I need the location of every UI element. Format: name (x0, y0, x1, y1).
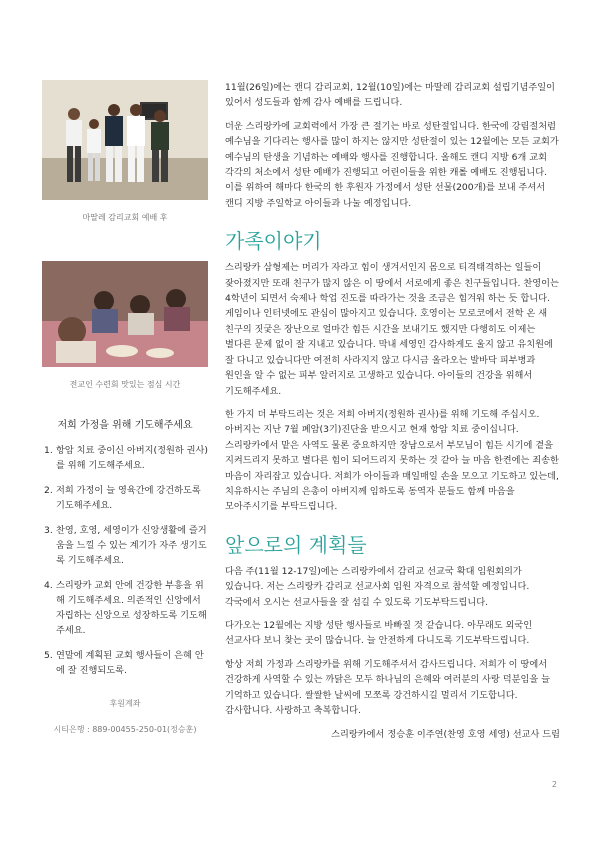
section-title-family: 가족이야기 (225, 229, 322, 254)
list-text: 스리랑카 교회 안에 건강한 부흥을 위해 기도해주세요. 의존적인 신앙에서 자립하는 신앙으로 성장하도록 기도해주세요. (56, 580, 207, 636)
photo1-caption: 마딸레 감리교회 예배 후 (82, 213, 168, 222)
list-item (42, 483, 208, 513)
list-item (42, 443, 208, 473)
list-item (42, 648, 208, 678)
list-number: 3. (44, 525, 53, 536)
section-title-plans: 앞으로의 계획들 (225, 532, 367, 557)
church-photo (42, 80, 208, 200)
intro-paragraph: 더운 스리랑카에 교회력에서 가장 큰 절기는 바로 성탄절입니다. 한국에 강림절처럼 예수님을 기다리는 행사를 많이 하지는 않지만 성탄절이 있는 12월에는 모든 교회가 예수님의 탄생을 기념하는 예배와 행사를 진행합니다. 올해도 캔디 지방 6개 교회 각각의 처소에서 성탄 예배가 진행되고 어린이들을 위한 캐롤 예배도 진행됩니다. 이를 위하여 해마다 한국의 한 후원자 가정에서 성탄 선물(200개)를 보내 주셔서 캔디 지방 주일학교 아이들과 나눌 예정입니다. (225, 120, 559, 209)
family-paragraph: 한 가지 더 부탁드리는 것은 저희 아버지(정원하 권사)를 위해 기도해 주십시오. 아버지는 지난 7월 폐암(3기)진단을 받으시고 현재 항암 치료 중이십니다. 스리랑카에서 맡은 사역도 물론 중요하지만 장남으로서 부모님이 힘든 시기에 곁을 지켜드리지 못하고 별다른 힘이 되어드리지 못하는 것 같아 늘 마음 한켠에는 죄송한 마음이 자리잡고 있습니다. 저희가 아이들과 매일매일 손을 모으고 기도하고 있는데, 치유하시는 주님의 은총이 아버지께 임하도록 동역자 분들도 함께 마음을 모아주시기를 부탁드립니다. (225, 408, 559, 513)
list-item (42, 578, 208, 638)
plans-paragraph: 항상 저희 가정과 스리랑카를 위해 기도해주셔서 감사드립니다. 저희가 이 땅에서 건강하게 사역할 수 있는 까닭은 모두 하나님의 은혜와 여러분의 사랑 덕분임을 늘 기억하고 있습니다. 쌀쌀한 날씨에 모쪼록 강건하시길 멀리서 기도합니다. 감사합니다. 사랑하고 축복합니다. (225, 658, 551, 716)
lunch-group-image (42, 261, 208, 367)
plans-paragraph: 다음 주(11월 12-17일)에는 스리랑카에서 감리교 선교국 확대 임원회의가 있습니다. 저는 스리랑카 감리교 선교사회 임원 자격으로 참석할 예정입니다. 각국에서 오시는 선교사들을 잘 섬길 수 있도록 기도부탁드립니다. (225, 565, 530, 608)
family-paragraph: 스리랑카 삼형제는 머리가 자라고 힘이 생겨서인지 몸으로 티격태격하는 일들이 잦아졌지만 또래 친구가 많지 않은 이 땅에서 서로에게 좋은 친구들입니다. 찬영이는 4학년이 되면서 숙제나 학업 진도를 따라가는 것을 조금은 힘겨워 하는 듯 합니다. 게임이나 인터넷에도 관심이 많아지고 있습니다. 호영이는 모로코에서 전학 온 새 친구의 짓궂은 장난으로 얼마간 힘든 시간을 보내기도 했지만 다행히도 이제는 별다른 문제 없이 잘 지내고 있습니다. 막내 세영인 감사하게도 울지 않고 유치원에 잘 다니고 있습니다만 여전히 사라지지 않고 다시금 올라오는 발바닥 피부병과 원인을 알 수 없는 피부 알러지로 고생하고 있습니다. 아이들의 건강을 위해서 기도해주세요. (225, 262, 559, 397)
church-group-image (42, 80, 208, 200)
list-text: 연말에 계획된 교회 행사들이 은혜 안에 잘 진행되도록. (56, 650, 204, 676)
lunch-photo (42, 261, 208, 367)
intro-paragraph: 11월(26일)에는 캔디 감리교회, 12월(10일)에는 마딸레 감리교회 설립기념주일이 있어서 성도들과 함께 감사 예배를 드립니다. (225, 82, 556, 109)
list-number: 2. (44, 485, 53, 496)
prayer-list (42, 443, 208, 678)
photo2-caption: 전교인 수련회 맛있는 점심 시간 (69, 380, 181, 389)
right-column (225, 80, 560, 740)
list-text: 항암 치료 중이신 아버지(정원하 권사)를 위해 기도해주세요. (56, 445, 208, 471)
prayer-request-title: 저희 가정을 위해 기도해주세요 (57, 420, 193, 431)
page-number: 2 (551, 780, 557, 789)
list-text: 저희 가정이 늘 영육간에 강건하도록 기도해주세요. (56, 485, 201, 511)
donation-label: 후원계좌 (109, 699, 141, 708)
plans-paragraph: 다가오는 12월에는 지방 성탄 행사들로 바빠질 것 같습니다. 아무래도 외국인 선교사다 보니 찾는 곳이 많습니다. 늘 안전하게 다니도록 기도부탁드립니다. (225, 619, 533, 647)
list-number: 1. (44, 445, 53, 456)
list-item (42, 523, 208, 568)
left-column (42, 80, 208, 735)
list-text: 찬영, 호영, 세영이가 신앙생활에 즐거움을 느낄 수 있는 계기가 자주 생기도록 기도해주세요. (56, 525, 207, 566)
list-number: 5. (44, 650, 53, 661)
signature: 스리랑카에서 정승훈 이주연(찬영 호영 세영) 선교사 드림 (331, 729, 560, 741)
list-number: 4. (44, 580, 53, 591)
donation-account: 시티은행 : 889-00455-250-01(정승훈) (53, 725, 197, 734)
